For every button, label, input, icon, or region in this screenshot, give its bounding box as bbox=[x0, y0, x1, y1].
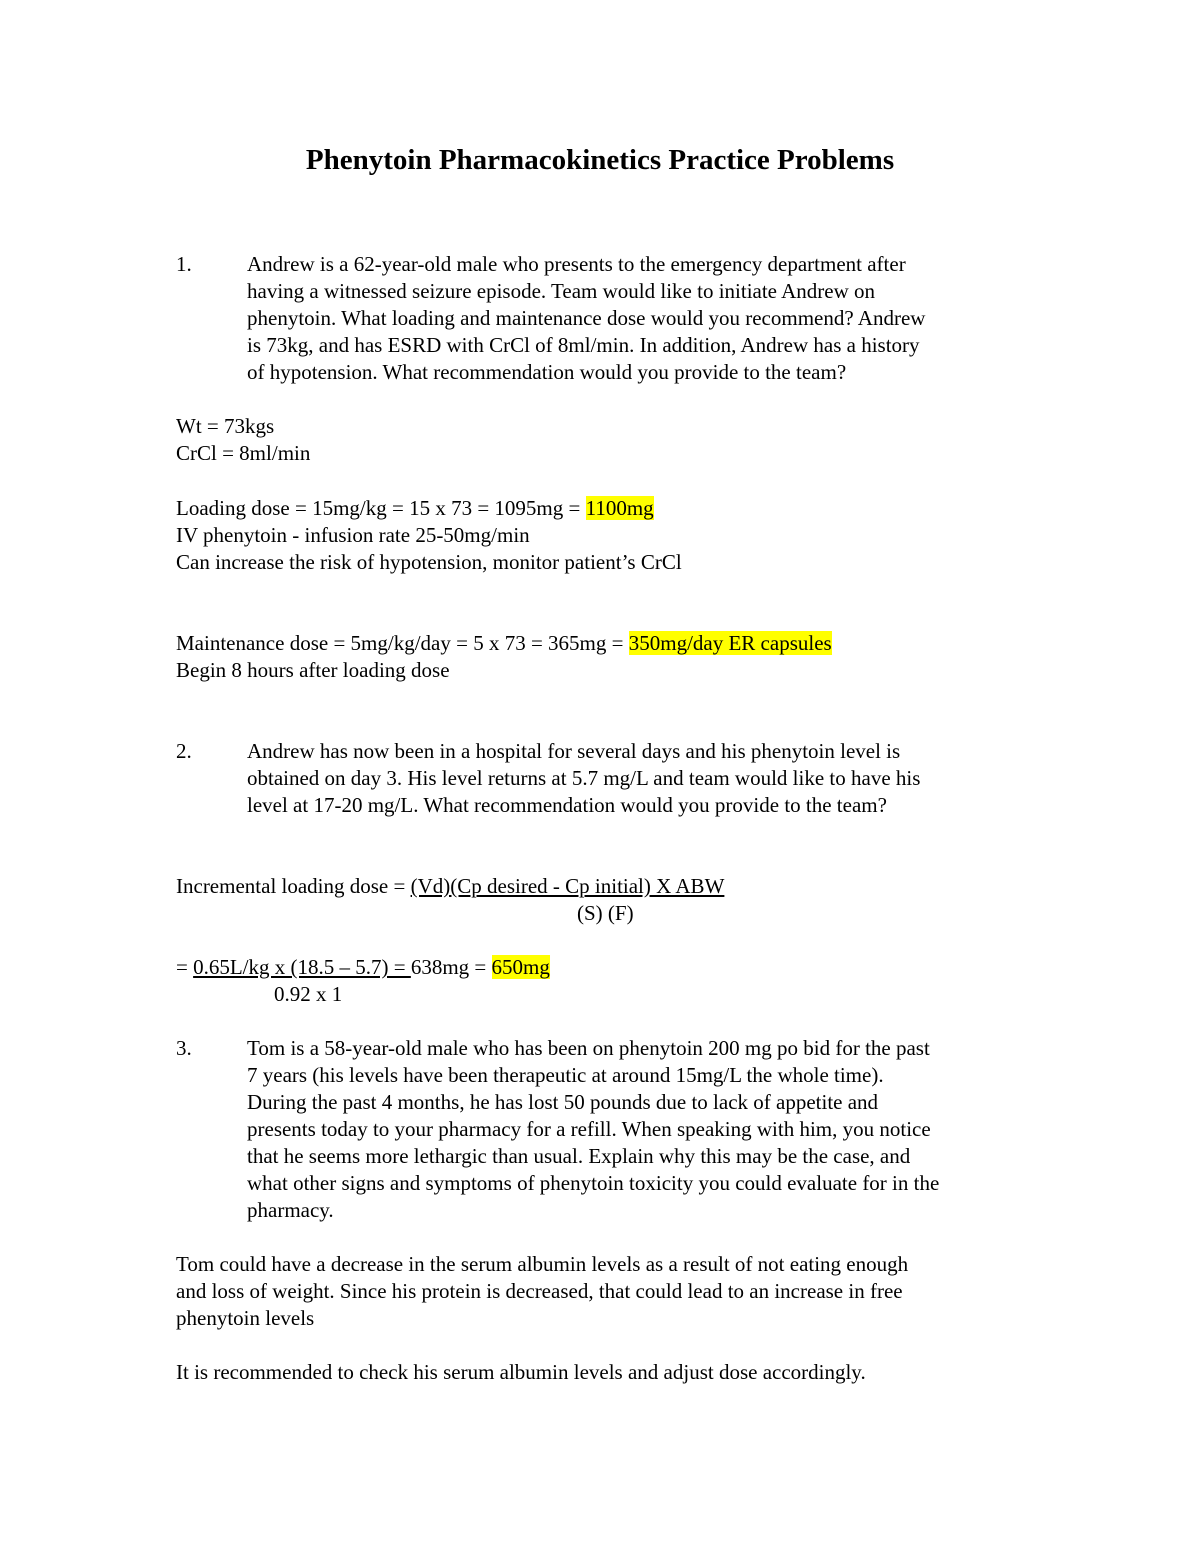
question-text-line: 7 years (his levels have been therapeutic at around 15mg/L the whole time). bbox=[247, 1063, 884, 1087]
question-text-line: pharmacy. bbox=[247, 1198, 334, 1222]
hypotension-note: Can increase the risk of hypotension, monitor patient’s CrCl bbox=[176, 550, 682, 574]
maintenance-dose-answer: 350mg/day ER capsules bbox=[628, 631, 832, 655]
incremental-formula bbox=[176, 873, 724, 900]
question-number: 1. bbox=[176, 252, 192, 276]
loading-dose-answer: 1100mg bbox=[585, 496, 654, 520]
formula-denominator: (S) (F) bbox=[577, 901, 634, 925]
weight-line: Wt = 73kgs bbox=[176, 414, 275, 438]
calc-answer: 650mg bbox=[491, 955, 550, 979]
answer-text-line: and loss of weight. Since his protein is decreased, that could lead to an increase in free bbox=[176, 1279, 903, 1303]
calc-result: 638mg = bbox=[410, 955, 492, 979]
question-text-line: level at 17-20 mg/L. What recommendation would you provide to the team? bbox=[247, 793, 887, 817]
question-text-line: Andrew is a 62-year-old male who presents to the emergency department after bbox=[247, 252, 906, 276]
question-text-line: of hypotension. What recommendation would you provide to the team? bbox=[247, 360, 847, 384]
maintenance-dose-line bbox=[176, 630, 832, 657]
question-number: 3. bbox=[176, 1036, 192, 1060]
question-text-line: that he seems more lethargic than usual. Explain why this may be the case, and bbox=[247, 1144, 911, 1168]
question-text-line: is 73kg, and has ESRD with CrCl of 8ml/min. In addition, Andrew has a history bbox=[247, 333, 920, 357]
question-text-line: Andrew has now been in a hospital for several days and his phenytoin level is bbox=[247, 739, 901, 763]
begin-note: Begin 8 hours after loading dose bbox=[176, 658, 450, 682]
crcl-line: CrCl = 8ml/min bbox=[176, 441, 311, 465]
calc-denominator: 0.92 x 1 bbox=[274, 982, 343, 1006]
question-number: 2. bbox=[176, 739, 192, 763]
page-title: Phenytoin Pharmacokinetics Practice Problems bbox=[305, 144, 895, 176]
question-text-line: what other signs and symptoms of phenytoin toxicity you could evaluate for in the bbox=[247, 1171, 940, 1195]
loading-dose-calc: Loading dose = 15mg/kg = 15 x 73 = 1095mg = bbox=[176, 496, 586, 520]
question-text-line: During the past 4 months, he has lost 50 pounds due to lack of appetite and bbox=[247, 1090, 879, 1114]
infusion-rate-line: IV phenytoin - infusion rate 25-50mg/min bbox=[176, 523, 530, 547]
maintenance-dose-calc: Maintenance dose = 5mg/kg/day = 5 x 73 = 365mg = bbox=[176, 631, 629, 655]
answer-text-line: Tom could have a decrease in the serum albumin levels as a result of not eating enough bbox=[176, 1252, 909, 1276]
question-text-line: Tom is a 58-year-old male who has been on phenytoin 200 mg po bid for the past bbox=[247, 1036, 930, 1060]
loading-dose-line bbox=[176, 495, 654, 522]
question-text-line: phenytoin. What loading and maintenance dose would you recommend? Andrew bbox=[247, 306, 926, 330]
question-text-line: having a witnessed seizure episode. Team would like to initiate Andrew on bbox=[247, 279, 875, 303]
answer-text-line: phenytoin levels bbox=[176, 1306, 315, 1330]
formula-numerator: (Vd)(Cp desired - Cp initial) X ABW bbox=[410, 874, 725, 898]
calc-equals: = bbox=[176, 955, 194, 979]
recommendation-line: It is recommended to check his serum albumin levels and adjust dose accordingly. bbox=[176, 1360, 866, 1384]
calc-numerator: 0.65L/kg x (18.5 – 5.7) = bbox=[193, 955, 411, 979]
question-text-line: obtained on day 3. His level returns at 5.7 mg/L and team would like to have his bbox=[247, 766, 921, 790]
incremental-calc bbox=[176, 954, 550, 981]
question-text-line: presents today to your pharmacy for a refill. When speaking with him, you notice bbox=[247, 1117, 931, 1141]
formula-label: Incremental loading dose = bbox=[176, 874, 411, 898]
